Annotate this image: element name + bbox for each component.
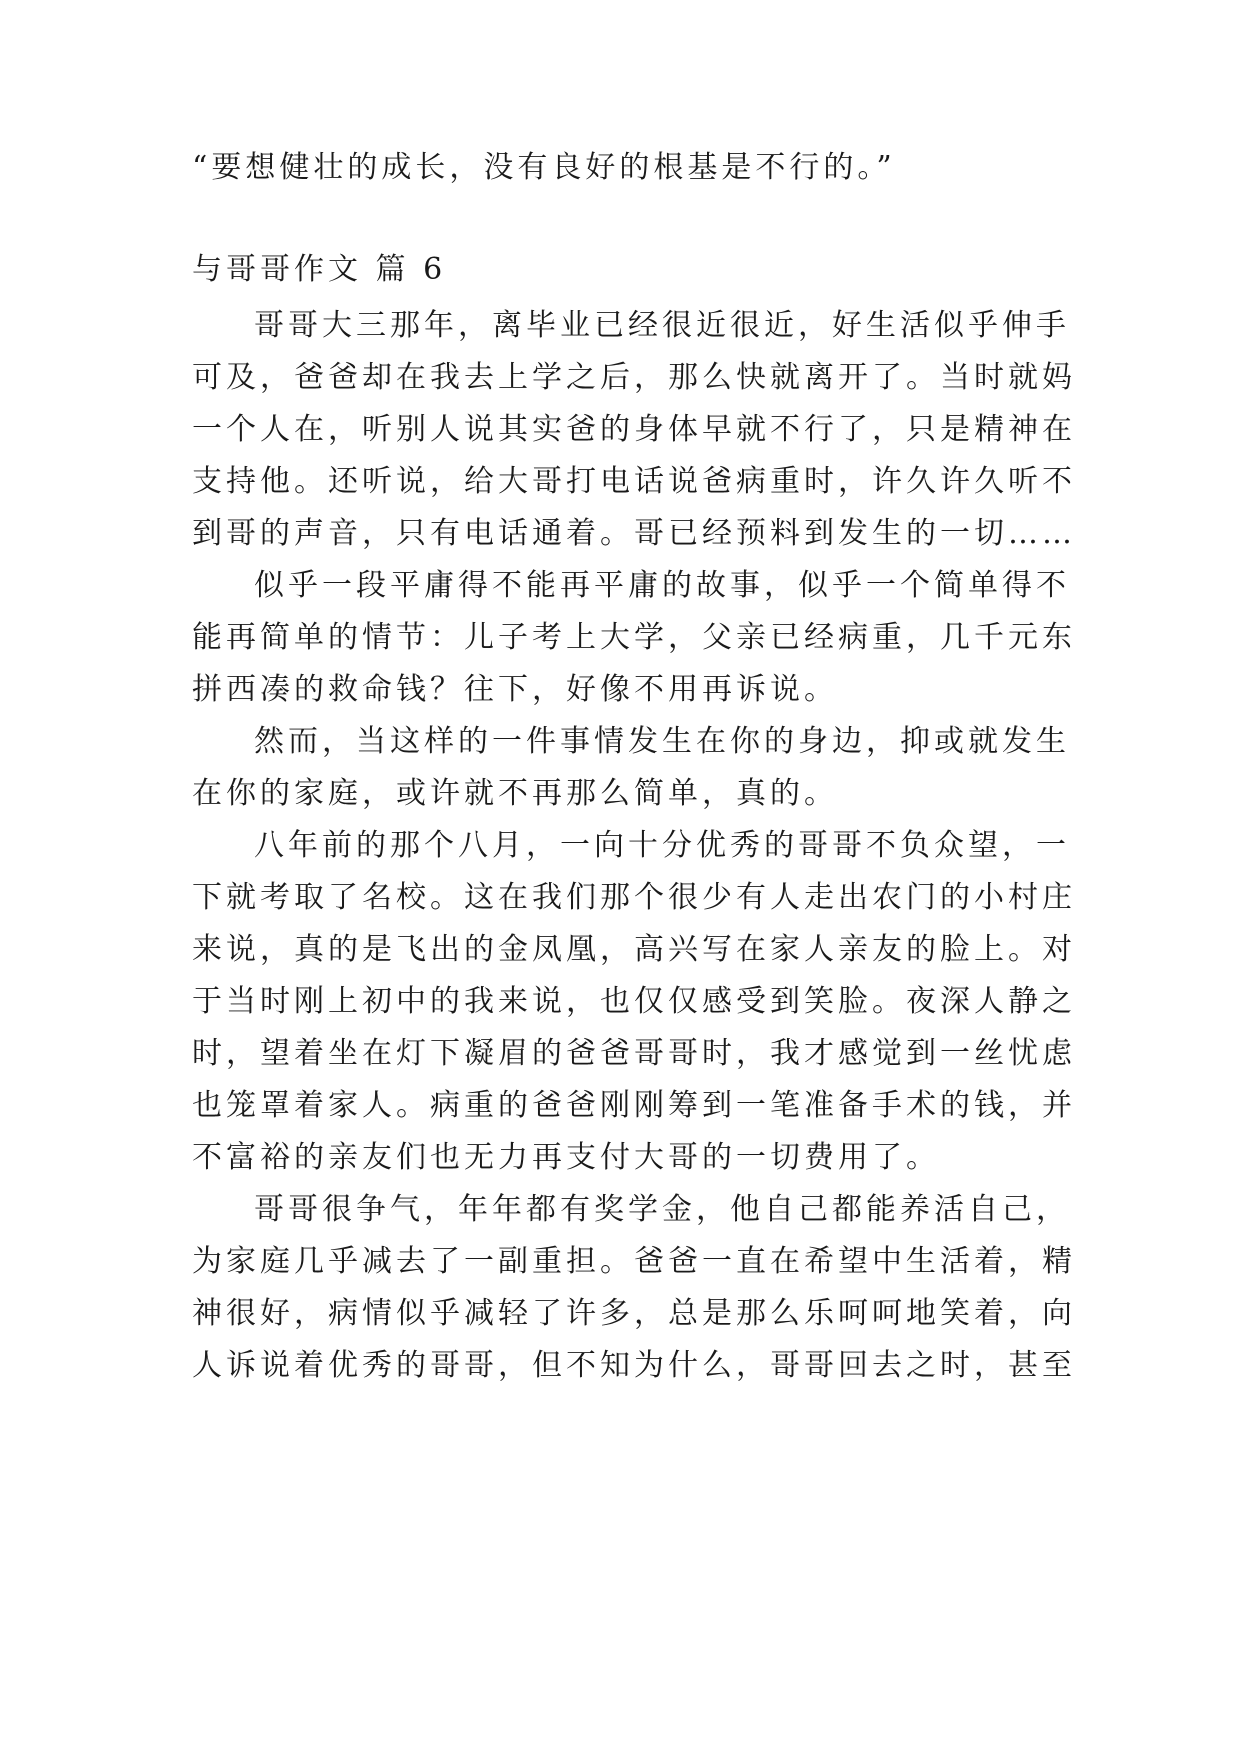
paragraph-5-line-1: 哥哥很争气，年年都有奖学金，他自己都能养活自己， — [254, 1192, 1070, 1227]
paragraph-1-line-5: 到哥的声音，只有电话通着。哥已经预料到发生的一切…… — [192, 516, 1076, 551]
paragraph-1-line-3: 一个人在，听别人说其实爸的身体早就不行了，只是精神在 — [192, 412, 1076, 447]
paragraph-1-line-2: 可及，爸爸却在我去上学之后，那么快就离开了。当时就妈 — [192, 360, 1076, 395]
paragraph-4-line-7: 不富裕的亲友们也无力再支付大哥的一切费用了。 — [192, 1140, 940, 1175]
paragraph-2-line-2: 能再简单的情节：儿子考上大学，父亲已经病重，几千元东 — [192, 620, 1076, 655]
paragraph-1-line-1: 哥哥大三那年，离毕业已经很近很近，好生活似乎伸手 — [254, 308, 1070, 343]
paragraph-3-line-2: 在你的家庭，或许就不再那么简单，真的。 — [192, 776, 838, 811]
paragraph-2-line-3: 拼西凑的救命钱？往下，好像不用再诉说。 — [192, 672, 838, 707]
paragraph-2-line-1: 似乎一段平庸得不能再平庸的故事，似乎一个简单得不 — [254, 568, 1070, 603]
paragraph-4-line-2: 下就考取了名校。这在我们那个很少有人走出农门的小村庄 — [192, 880, 1076, 915]
paragraph-3-line-1: 然而，当这样的一件事情发生在你的身边，抑或就发生 — [254, 724, 1070, 759]
paragraph-4-line-5: 时，望着坐在灯下凝眉的爸爸哥哥时，我才感觉到一丝忧虑 — [192, 1036, 1076, 1071]
section-heading: 与哥哥作文 篇 6 — [192, 252, 447, 287]
quote-line: “要想健壮的成长，没有良好的根基是不行的。” — [192, 150, 896, 185]
paragraph-5-line-2: 为家庭几乎减去了一副重担。爸爸一直在希望中生活着，精 — [192, 1244, 1076, 1279]
paragraph-5-line-3: 神很好，病情似乎减轻了许多，总是那么乐呵呵地笑着，向 — [192, 1296, 1076, 1331]
paragraph-4-line-3: 来说，真的是飞出的金凤凰，高兴写在家人亲友的脸上。对 — [192, 932, 1076, 967]
paragraph-4-line-4: 于当时刚上初中的我来说，也仅仅感受到笑脸。夜深人静之 — [192, 984, 1076, 1019]
paragraph-4-line-1: 八年前的那个八月，一向十分优秀的哥哥不负众望，一 — [254, 828, 1070, 863]
paragraph-5-line-4: 人诉说着优秀的哥哥，但不知为什么，哥哥回去之时，甚至 — [192, 1348, 1076, 1383]
paragraph-4-line-6: 也笼罩着家人。病重的爸爸刚刚筹到一笔准备手术的钱，并 — [192, 1088, 1076, 1123]
paragraph-1-line-4: 支持他。还听说，给大哥打电话说爸病重时，许久许久听不 — [192, 464, 1076, 499]
